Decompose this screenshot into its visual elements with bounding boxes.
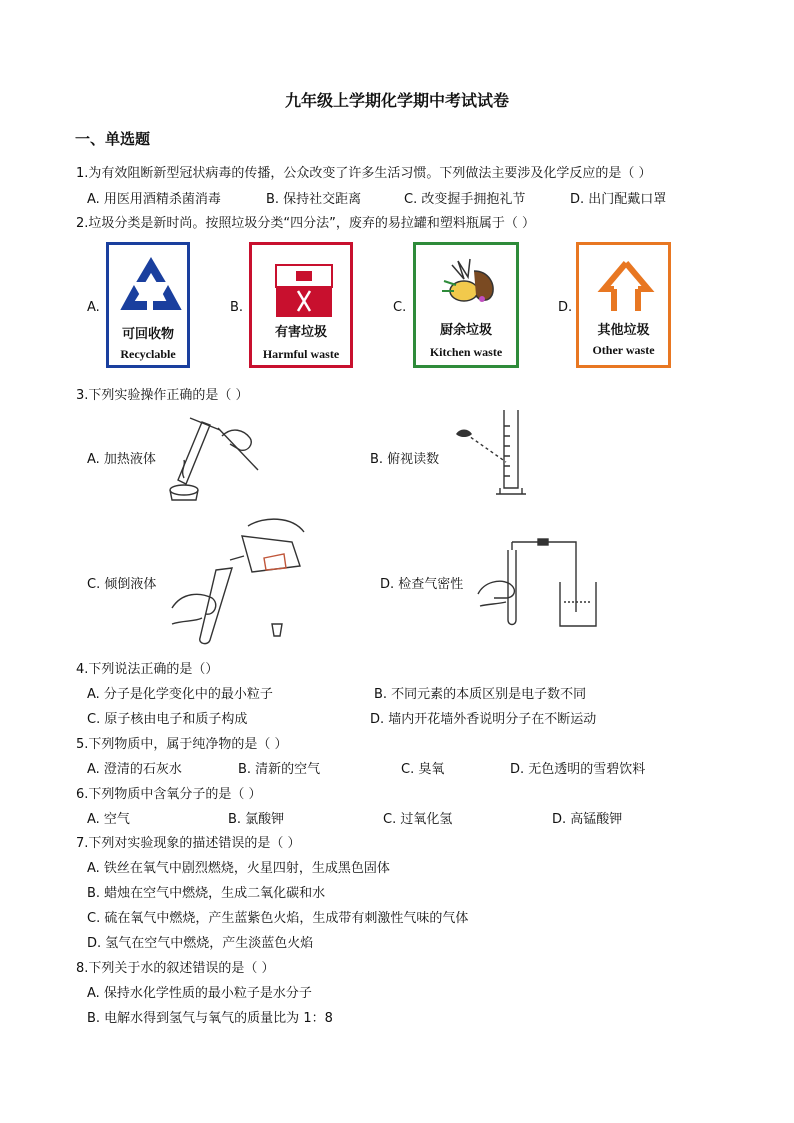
- question-6-stem: 6.下列物质中含氧分子的是（ ）: [76, 787, 262, 802]
- question-1-stem: 1.为有效阻断新型冠状病毒的传播，公众改变了许多生活习惯。下列做法主要涉及化学反应的是（ ）: [76, 166, 652, 181]
- question-7-option-d[interactable]: D. 氢气在空气中燃烧，产生淡蓝色火焰: [87, 936, 314, 951]
- other-bin-sign[interactable]: [576, 242, 671, 368]
- bin-label-cn: 其他垃圾: [597, 323, 650, 338]
- question-2-stem: 2.垃圾分类是新时尚。按照垃圾分类“四分法”，废弃的易拉罐和塑料瓶属于（ ）: [76, 216, 536, 231]
- harmful-waste-icon: [276, 265, 332, 317]
- question-6-option-a[interactable]: A. 空气: [87, 812, 130, 827]
- other-waste-icon: [598, 259, 654, 317]
- question-6-option-d[interactable]: D. 高锰酸钾: [552, 812, 623, 827]
- question-7-stem: 7.下列对实验现象的描述错误的是（ ）: [76, 836, 301, 851]
- question-8-option-a[interactable]: A. 保持水化学性质的最小粒子是水分子: [87, 986, 312, 1001]
- question-4-option-a[interactable]: A. 分子是化学变化中的最小粒子: [87, 687, 273, 702]
- question-1-option-c[interactable]: C. 改变握手拥抱礼节: [404, 192, 526, 207]
- question-6-option-c[interactable]: C. 过氧化氢: [383, 812, 453, 827]
- question-5-option-c[interactable]: C. 臭氧: [401, 762, 445, 777]
- question-4-option-d[interactable]: D. 墙内开花墙外香说明分子在不断运动: [370, 712, 597, 727]
- page-title: 九年级上学期化学期中考试试卷: [284, 91, 509, 110]
- question-1-option-d[interactable]: D. 出门配戴口罩: [570, 192, 667, 207]
- kitchen-bin-sign[interactable]: [413, 242, 519, 368]
- question-2-option-a[interactable]: A.: [87, 300, 100, 315]
- bin-label-en: Recyclable: [120, 347, 176, 361]
- question-1-option-a[interactable]: A. 用医用酒精杀菌消毒: [87, 192, 221, 207]
- question-3-option-c[interactable]: C. 倾倒液体: [87, 577, 157, 592]
- question-8-option-b[interactable]: B. 电解水得到氢气与氧气的质量比为 1：8: [87, 1011, 333, 1026]
- bin-label-en: Kitchen waste: [429, 345, 503, 359]
- question-2-option-b[interactable]: B.: [230, 300, 244, 315]
- question-1-option-b[interactable]: B. 保持社交距离: [266, 192, 362, 207]
- question-3-option-b[interactable]: B. 俯视读数: [370, 452, 440, 467]
- section-heading: 一、单选题: [75, 130, 151, 148]
- question-2-option-d[interactable]: D.: [558, 300, 573, 315]
- airtightness-check-illustration: [474, 532, 604, 628]
- cylinder-reading-illustration: [452, 406, 532, 498]
- bin-label-en: Other waste: [592, 343, 655, 357]
- question-5-option-d[interactable]: D. 无色透明的雪碧饮料: [510, 762, 646, 777]
- food-waste-icon: [434, 251, 504, 313]
- question-3-option-d[interactable]: D. 检查气密性: [380, 577, 464, 592]
- recycle-icon: [112, 251, 190, 321]
- question-5-option-a[interactable]: A. 澄清的石灰水: [87, 762, 182, 777]
- pouring-liquid-illustration: [168, 512, 308, 652]
- question-3-option-a[interactable]: A. 加热液体: [87, 452, 156, 467]
- question-5-option-b[interactable]: B. 清新的空气: [238, 762, 321, 777]
- question-4-stem: 4.下列说法正确的是（）: [76, 662, 219, 677]
- question-4-option-b[interactable]: B. 不同元素的本质区别是电子数不同: [374, 687, 587, 702]
- question-5-stem: 5.下列物质中，属于纯净物的是（ ）: [76, 737, 288, 752]
- question-6-option-b[interactable]: B. 氯酸钾: [228, 812, 285, 827]
- question-2-option-c[interactable]: C.: [393, 300, 407, 315]
- question-7-option-c[interactable]: C. 硫在氧气中燃烧，产生蓝紫色火焰，生成带有刺激性气味的气体: [87, 911, 469, 926]
- recyclable-bin-sign[interactable]: [106, 242, 190, 368]
- harmful-bin-sign[interactable]: [249, 242, 353, 368]
- heating-liquid-illustration: [160, 408, 270, 504]
- question-8-stem: 8.下列关于水的叙述错误的是（ ）: [76, 961, 275, 976]
- bin-label-cn: 可回收物: [121, 327, 174, 342]
- question-7-option-b[interactable]: B. 蜡烛在空气中燃烧，生成二氧化碳和水: [87, 886, 326, 901]
- bin-label-en: Harmful waste: [262, 347, 340, 361]
- question-7-option-a[interactable]: A. 铁丝在氧气中剧烈燃烧，火星四射，生成黑色固体: [87, 861, 390, 876]
- bin-label-cn: 厨余垃圾: [439, 323, 492, 338]
- question-4-option-c[interactable]: C. 原子核由电子和质子构成: [87, 712, 248, 727]
- question-3-stem: 3.下列实验操作正确的是（ ）: [76, 388, 249, 403]
- bin-label-cn: 有害垃圾: [274, 325, 327, 340]
